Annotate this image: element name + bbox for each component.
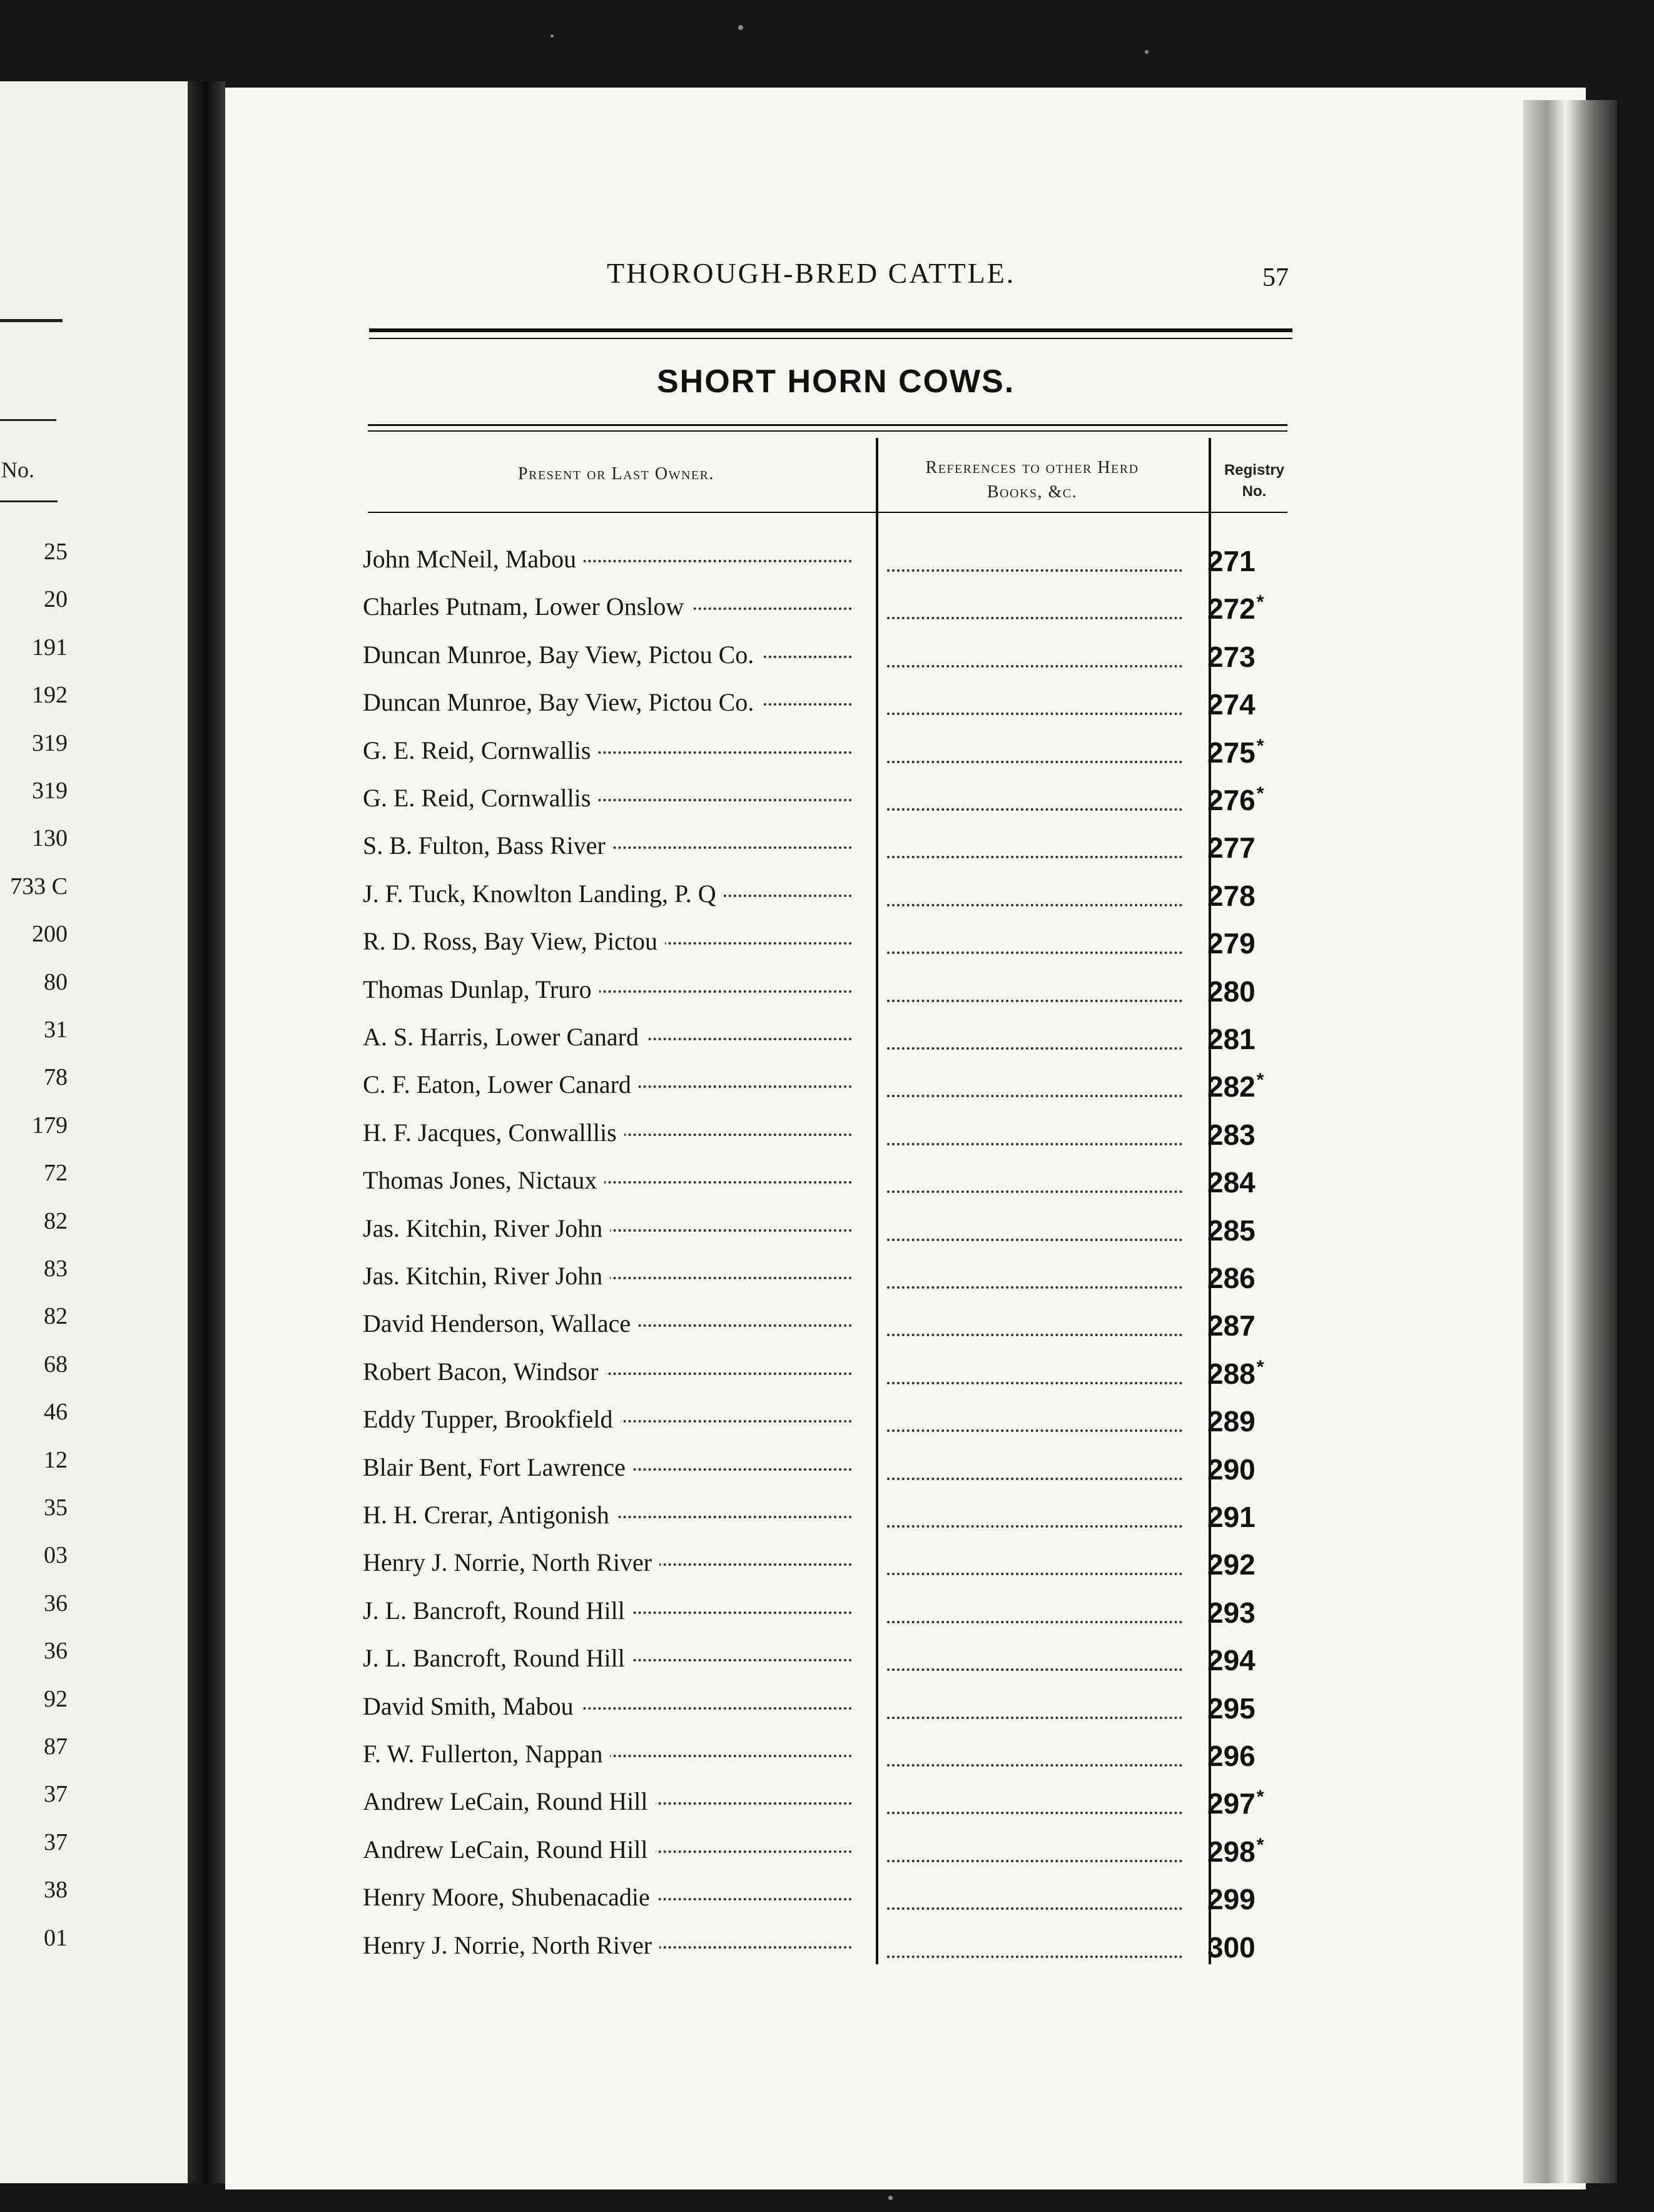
owner-name: G. E. Reid, Cornwallis [363,784,598,812]
asterisk-mark: * [1256,1070,1264,1091]
registry-number [1207,1548,1256,1581]
references-cell [887,1835,1187,1872]
table-row [0,783,1654,831]
table-row [0,1596,1654,1643]
registry-value: 285 [1207,1214,1256,1247]
owner-cell [363,1930,863,1960]
registry-number [1207,1214,1256,1247]
registry-number [1207,1643,1256,1677]
owner-name: F. W. Fullerton, Nappan [363,1740,610,1768]
owner-cell [363,1070,863,1099]
owner-name: H. F. Jacques, Conwalllis [363,1119,624,1147]
left-number: 192 [32,682,68,709]
left-number: 36 [44,1590,68,1616]
table-row [0,1882,1654,1930]
owner-cell [363,783,863,813]
references-cell [887,1692,1187,1729]
references-cell [887,1309,1187,1346]
table-row [0,1739,1654,1787]
registry-value: 294 [1207,1644,1256,1677]
left-number: 191 [32,634,68,661]
left-column-header: No. [1,457,34,482]
left-number: 46 [44,1399,68,1426]
owner-name: Thomas Dunlap, Truro [363,975,599,1003]
left-number: 12 [44,1446,68,1473]
registry-number [1207,736,1264,769]
owner-cell [363,687,863,717]
table-row [0,687,1654,735]
owner-name: R. D. Ross, Bay View, Pictou [363,927,665,955]
table-row [0,1453,1654,1500]
owner-name: J. L. Bancroft, Round Hill [363,1644,632,1672]
left-number: 35 [44,1494,68,1521]
registry-value: 299 [1207,1883,1256,1916]
owner-column-header: Present or Last Owner. [518,464,714,484]
registry-value: 289 [1207,1405,1256,1438]
owner-name: A. S. Harris, Lower Canard [363,1023,646,1051]
registry-number [1207,1882,1256,1916]
registry-value: 283 [1207,1118,1256,1151]
registry-value: 281 [1207,1023,1256,1055]
owner-cell [363,926,863,956]
registry-value: 278 [1207,879,1256,912]
registry-number [1207,831,1256,865]
owner-name: Andrew LeCain, Round Hill [363,1787,656,1815]
owner-name: H. H. Crerar, Antigonish [363,1501,617,1529]
owner-cell [363,1404,863,1434]
left-number: 72 [44,1160,68,1187]
owner-cell [363,736,863,765]
table-top-rule [368,430,1287,432]
owner-name: David Henderson, Wallace [363,1309,638,1337]
owner-cell [363,1118,863,1147]
registry-value: 291 [1207,1501,1256,1533]
owner-cell [363,1548,863,1577]
left-number: 319 [32,778,68,804]
scan-speck [1145,50,1149,54]
references-cell [887,1930,1187,1968]
registry-number [1207,1596,1256,1630]
asterisk-mark: * [1256,1834,1264,1855]
owner-name: C. F. Eaton, Lower Canard [363,1070,639,1098]
owner-name: G. E. Reid, Cornwallis [363,736,598,764]
left-number: 80 [44,968,68,995]
left-number: 733 C [10,873,68,900]
owner-name: Andrew LeCain, Round Hill [363,1835,656,1864]
header-rule [369,338,1292,339]
owner-name: David Smith, Mabou [363,1692,581,1720]
owner-cell [363,1214,863,1243]
owner-cell [363,1882,863,1912]
table-row [0,975,1654,1022]
running-head: THOROUGH-BRED CATTLE. [607,257,1016,289]
owner-cell [363,879,863,908]
table-row [0,1022,1654,1070]
references-cell [887,783,1187,821]
left-number: 68 [44,1351,68,1377]
left-number: 130 [32,825,68,852]
table-row [0,1643,1654,1691]
references-cell [887,1214,1187,1251]
table-row [0,831,1654,878]
owner-name: J. L. Bancroft, Round Hill [363,1596,632,1625]
asterisk-mark: * [1256,735,1264,756]
table-row [0,544,1654,592]
owner-name: Jas. Kitchin, River John [363,1262,610,1290]
owner-cell [363,1022,863,1052]
references-cell [887,1548,1187,1585]
references-cell [887,1404,1187,1442]
table-row [0,1548,1654,1595]
owner-cell [363,831,863,860]
registry-number [1207,1500,1256,1534]
owner-cell [363,1261,863,1291]
owner-name: Henry Moore, Shubenacadie [363,1883,657,1911]
registry-number [1207,1070,1264,1103]
left-number: 31 [44,1017,68,1043]
registry-number [1207,1357,1264,1391]
registry-value: 271 [1207,545,1256,577]
table-row [0,879,1654,926]
table-row [0,1787,1654,1834]
left-number: 36 [44,1638,68,1665]
table-row [0,736,1654,783]
references-cell [887,687,1187,725]
left-number: 03 [44,1542,68,1569]
references-cell [887,640,1187,677]
owner-cell [363,1165,863,1195]
registry-value: 274 [1207,688,1256,721]
left-number: 200 [32,921,68,948]
registry-number [1207,544,1256,578]
references-cell [887,1165,1187,1203]
registry-number [1207,1692,1256,1725]
registry-number [1207,1453,1256,1486]
registry-number [1207,975,1256,1008]
owner-name: J. F. Tuck, Knowlton Landing, P. Q [363,880,724,908]
table-row [0,1500,1654,1548]
owner-name: Charles Putnam, Lower Onslow [363,592,691,621]
owner-cell [363,1309,863,1338]
table-row [0,1835,1654,1882]
references-cell [887,1261,1187,1299]
registry-value: 272 [1207,592,1256,626]
left-number: 87 [44,1733,68,1760]
table-row [0,1404,1654,1452]
references-column-header: References to other Herd Books, &c. [925,458,1139,502]
table-row [0,1357,1654,1404]
registry-value: 296 [1207,1740,1256,1772]
references-cell [887,1500,1187,1538]
registry-number [1207,1787,1264,1820]
left-number: 319 [32,729,68,756]
owner-cell [363,592,863,621]
registry-value: 287 [1207,1309,1256,1342]
references-cell [887,1882,1187,1920]
owner-name: Blair Bent, Fort Lawrence [363,1453,633,1481]
table-row [0,1214,1654,1261]
asterisk-mark: * [1256,592,1264,613]
registry-value: 295 [1207,1692,1256,1725]
registry-value: 276 [1207,784,1256,816]
table-row [0,592,1654,639]
references-cell [887,592,1187,629]
references-cell [887,1070,1187,1107]
registry-number [1207,592,1264,626]
registry-number [1207,1261,1256,1295]
owner-cell [363,975,863,1004]
registry-number [1207,640,1256,674]
references-cell [887,736,1187,773]
section-title: SHORT HORN COWS. [657,363,1015,400]
references-cell [887,1643,1187,1681]
owner-name: Duncan Munroe, Bay View, Pictou Co. [363,688,761,716]
owner-name: Duncan Munroe, Bay View, Pictou Co. [363,641,761,669]
registry-value: 288 [1207,1357,1256,1390]
owner-cell [363,544,863,574]
left-number: 92 [44,1685,68,1712]
owner-name: John McNeil, Mabou [363,545,584,573]
owner-name: Jas. Kitchin, River John [363,1214,610,1242]
asterisk-mark: * [1256,1787,1264,1808]
registry-value: 280 [1207,975,1256,1008]
owner-name: Henry J. Norrie, North River [363,1931,659,1959]
left-number: 37 [44,1829,68,1855]
registry-value: 275 [1207,736,1256,769]
left-number: 78 [44,1064,68,1091]
left-number: 38 [44,1877,68,1904]
left-number: 82 [44,1207,68,1234]
scan-speck [738,25,743,30]
owner-name: S. B. Fulton, Bass River [363,831,613,860]
registry-number [1207,1118,1256,1152]
owner-name: Henry J. Norrie, North River [363,1548,659,1576]
registry-number [1207,1165,1256,1199]
owner-cell [363,1643,863,1673]
table-row [0,1261,1654,1309]
registry-number [1207,1739,1256,1773]
registry-value: 293 [1207,1596,1256,1629]
references-cell [887,544,1187,582]
left-header-rule [0,500,58,502]
registry-number [1207,687,1256,721]
left-top-rule [0,319,63,322]
owner-cell [363,1787,863,1816]
left-number: 179 [32,1112,68,1139]
registry-number [1207,1835,1264,1869]
registry-number [1207,1404,1256,1438]
registry-value: 298 [1207,1835,1256,1868]
table-row [0,1309,1654,1356]
left-number: 01 [44,1924,68,1951]
registry-number [1207,926,1256,960]
left-number: 25 [44,539,68,565]
registry-number [1207,783,1264,817]
owner-cell [363,1357,863,1386]
registry-value: 284 [1207,1166,1256,1199]
references-cell [887,831,1187,868]
registry-value: 282 [1207,1070,1256,1103]
registry-value: 286 [1207,1262,1256,1294]
registry-value: 290 [1207,1453,1256,1486]
table-row [0,926,1654,974]
owner-cell [363,1596,863,1625]
registry-column-header: Registry No. [1224,462,1285,500]
owner-name: Thomas Jones, Nictaux [363,1166,604,1194]
owner-cell [363,640,863,669]
owner-name: Eddy Tupper, Brookfield [363,1405,621,1433]
table-row [0,1070,1654,1117]
table-row [0,640,1654,687]
asterisk-mark: * [1256,783,1264,804]
left-number: 82 [44,1303,68,1330]
registry-value: 297 [1207,1787,1256,1820]
references-cell [887,1596,1187,1633]
registry-number [1207,1309,1256,1342]
registry-value: 292 [1207,1548,1256,1581]
left-number: 37 [44,1781,68,1808]
asterisk-mark: * [1256,1356,1264,1377]
table-row [0,1930,1654,1978]
table-row [0,1165,1654,1213]
owner-name: Robert Bacon, Windsor [363,1357,606,1386]
header-rule [369,328,1292,332]
registry-value: 300 [1207,1930,1256,1964]
owner-cell [363,1692,863,1721]
table-row [0,1118,1654,1165]
references-cell [887,1739,1187,1777]
references-cell [887,1357,1187,1394]
table-top-rule [368,424,1287,426]
scan-speck [550,34,554,38]
owner-cell [363,1453,863,1482]
registry-number [1207,1022,1256,1056]
references-cell [887,1022,1187,1060]
registry-number [1207,1930,1256,1964]
references-cell [887,1787,1187,1824]
scan-speck [888,2196,893,2200]
registry-value: 279 [1207,927,1256,960]
owner-cell [363,1835,863,1864]
owner-cell [363,1739,863,1768]
owner-cell [363,1500,863,1530]
references-cell [887,1453,1187,1490]
references-cell [887,1118,1187,1155]
column-header-rule [368,512,1287,513]
table-row [0,1692,1654,1739]
registry-number [1207,879,1256,913]
registry-value: 277 [1207,831,1256,865]
references-cell [887,926,1187,964]
references-cell [887,879,1187,916]
left-number: 83 [44,1256,68,1282]
page-number: 57 [1262,263,1289,292]
registry-value: 273 [1207,640,1256,673]
references-cell [887,975,1187,1012]
left-header-rule [0,419,56,421]
left-number: 20 [44,586,68,613]
